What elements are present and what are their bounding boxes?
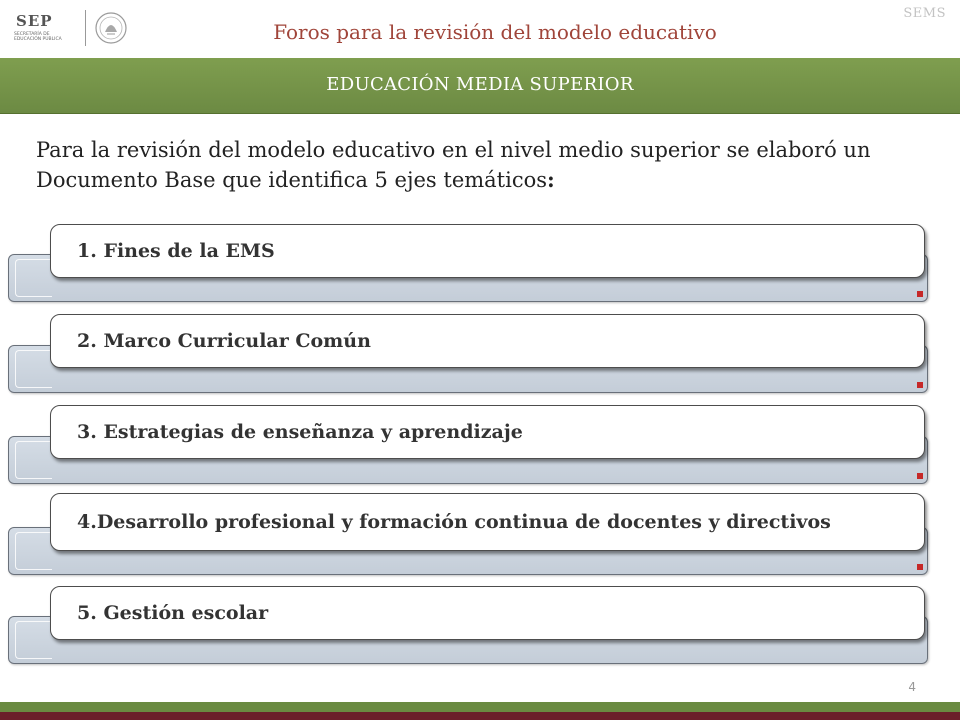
axis-1-label: 1. Fines de la EMS — [77, 240, 275, 262]
presentation-title: Foros para la revisión del modelo educativo — [273, 20, 717, 44]
axis-3-card — [50, 405, 925, 459]
axis-5-label: 5. Gestión escolar — [77, 602, 269, 624]
axis-3-bar-highlight — [15, 441, 52, 479]
sep-logo-subtext: SECRETARÍA DE EDUCACIÓN PÚBLICA — [14, 32, 62, 42]
axis-2-bar-marker — [917, 382, 923, 388]
axis-2-bar-highlight — [15, 350, 52, 388]
axis-4-card — [50, 493, 925, 551]
axis-2-label: 2. Marco Curricular Común — [77, 330, 371, 352]
axis-2-card — [50, 314, 925, 368]
axis-1-card — [50, 224, 925, 278]
axis-5-card — [50, 586, 925, 640]
page-number: 4 — [908, 680, 916, 694]
footer-green-stripe — [0, 702, 960, 712]
intro-colon: : — [547, 167, 555, 192]
intro-text: Para la revisión del modelo educativo en el nivel medio superior se elaboró un Documento Base que identifica 5 ejes temáticos — [36, 138, 871, 192]
section-band — [0, 58, 960, 114]
axis-3-label: 3. Estrategias de enseñanza y aprendizaje — [77, 421, 523, 443]
intro-paragraph — [36, 136, 936, 195]
axis-4-bar-highlight — [15, 532, 52, 570]
sep-logo-text: SEP — [16, 12, 53, 30]
axis-4-label: 4.Desarrollo profesional y formación continua de docentes y directivos — [77, 511, 831, 533]
axis-3-bar-marker — [917, 473, 923, 479]
footer-maroon-stripe — [0, 712, 960, 720]
axis-5-bar-highlight — [15, 621, 52, 659]
axis-4-bar-marker — [917, 564, 923, 570]
axis-1-bar-highlight — [15, 259, 52, 297]
sems-label: SEMS — [903, 6, 946, 21]
section-title: EDUCACIÓN MEDIA SUPERIOR — [326, 74, 634, 95]
axis-1-bar-marker — [917, 291, 923, 297]
